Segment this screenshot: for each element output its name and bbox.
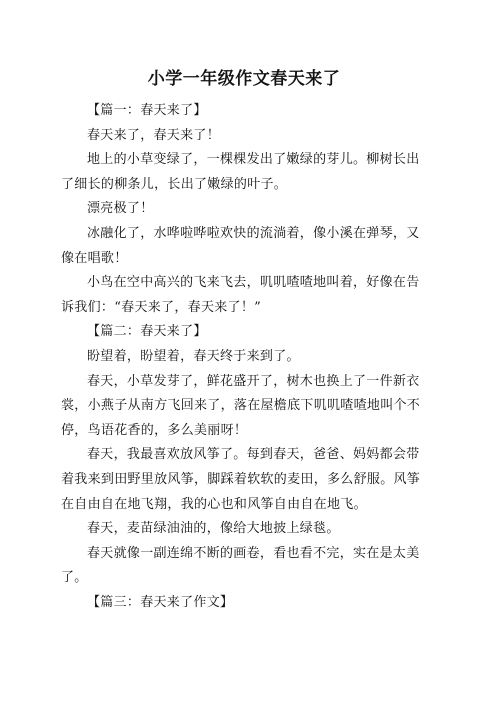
- paragraph: 地上的小草变绿了，一棵棵发出了嫩绿的芽儿。柳树长出了细长的柳条儿，长出了嫩绿的叶子。: [61, 152, 420, 192]
- document-title: 小学一年级作文春天来了: [147, 69, 341, 89]
- paragraph: 小鸟在空中高兴的飞来飞去，叽叽喳喳地叫着，好像在告诉我们：“春天来了，春天来了！”: [61, 275, 420, 315]
- paragraph: 春天，麦苗绿油油的，像给大地披上绿毯。: [87, 521, 340, 537]
- paragraph: 春天来了，春天来了！: [87, 127, 221, 143]
- section-heading-2: 【篇二：春天来了】: [87, 324, 207, 340]
- paragraph: 冰融化了，水哗啦哗啦欢快的流淌着，像小溪在弹琴，又像在唱歌！: [61, 225, 420, 266]
- document-body: [61, 99, 427, 615]
- paragraph: 春天，我最喜欢放风筝了。每到春天，爸爸、妈妈都会带着我来到田野里放风筝，脚踩着软软的麦田，多么舒服。风筝在自由自在地飞翔，我的心也和风筝自由自在地飞。: [61, 447, 421, 512]
- paragraph: 春天就像一副连绵不断的画卷，看也看不完，实在是太美了。: [61, 545, 420, 586]
- paragraph: 漂亮极了！: [87, 201, 154, 217]
- paragraph: 盼望着，盼望着，春天终于来到了。: [87, 348, 300, 364]
- paragraph: 春天，小草发芽了，鲜花盛开了，树木也换上了一件新衣裳，小燕子从南方飞回来了，落在屋檐底下叽叽喳喳地叫个不停，鸟语花香的，多么美丽呀！: [61, 373, 421, 438]
- section-heading-3: 【篇三：春天来了作文】: [87, 594, 234, 610]
- section-heading-1: 【篇一：春天来了】: [87, 103, 207, 118]
